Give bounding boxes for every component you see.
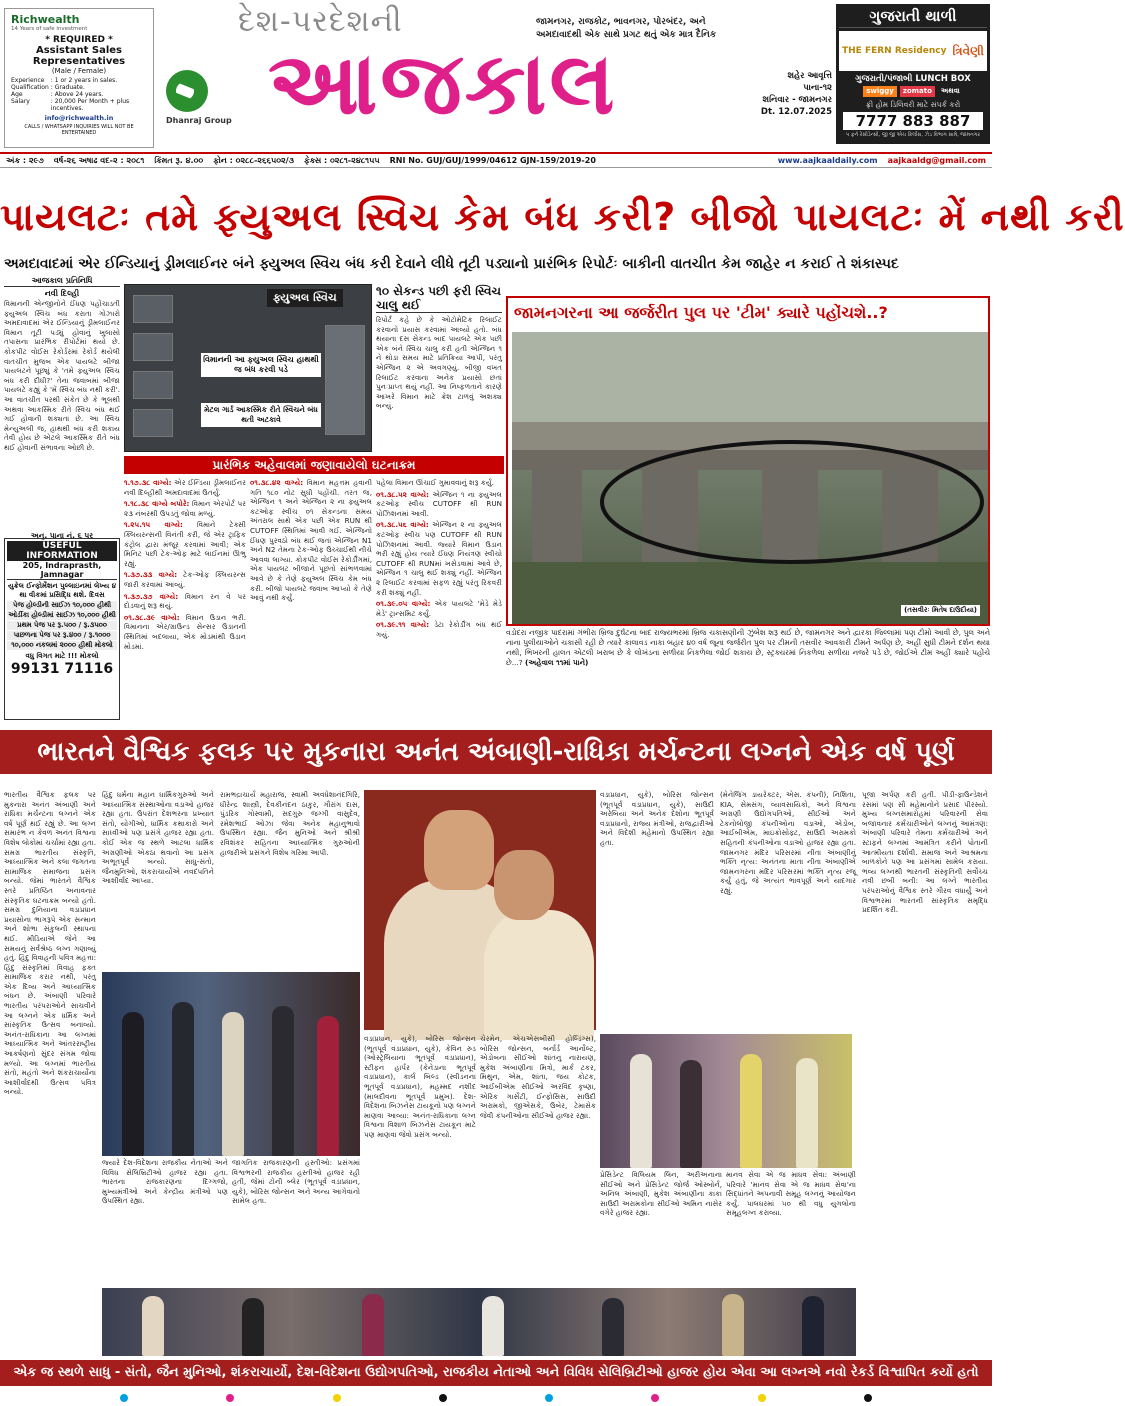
useful-rate: પ્રથમ પેજ પર રૂ.૫૦૦ / રૂ.૩૫૦૦ [7, 621, 117, 630]
info-bar [0, 152, 992, 168]
couple-photo [364, 790, 596, 1030]
office-phone: ફોન : ૦૨૮૮-૨૬૬૫૦૨/૩ [213, 155, 294, 165]
guest-figure [272, 1006, 294, 1156]
guest-figure [122, 1012, 144, 1156]
triveni-logo: ત્રિવેણી [952, 43, 984, 58]
wedding-column: ભારતીય વૈશ્વિક ફલક પર મુકનારા અનંત અંબાણી અને રાધિકા મર્ચન્ટના લગ્નને એક વર્ષ પૂર્ણ થઈ રહ્યું છે. આ લગ્ન સમારંભ ન કેવળ અનંત વિશ્વના વિશેષ લોકોમાં ચર્ચામાં રહ્યા હતા. સમગ્ર ભારતીય સંસ્કૃતિ, આધ્યાત્મિક અને કલા જગતના સામાજિક સમાજના પ્રસંગ બન્યો. જેમાં ભારતને વૈશ્વિક સ્તરે પ્રતિષ્ઠિત અનાવનાર સંસ્કૃતિક ઘટનાક્રમ બન્યો હતો. સમગ્ર દુનિયાના વડાપ્રધાન પ્રયાસોના ભાગરૂપે એક સન્માન અને શોભા સંકુલની સ્થાપના થઈ. મીડિયાએ જેને આ સમયનું સર્વશ્રેષ્ઠ લગ્ન ગણાવ્યું હતું. હિંદુ વિવાહની પવિત્ર મહત્તા: હિંદુ સંસ્કૃતિમાં વિવાહ ફક્ત સામાજિક કરાર નથી, પરંતુ એક દિવ્ય અને આધ્યાત્મિક બંધન છે. અંબાણી પરિવારે ભારતીય પરંપરાઓને સાચવીને આ લગ્નને એક ધર્મિક અને સાંસ્કૃતિક ઉત્સવ બનાવ્યો. અનંત-રાધિકાના આ લગ્નમાં આધ્યાત્મિક અને આંતરરાષ્ટ્રીય આકર્ષણનો સુંદર સંગમ જોવા મળ્યો. આ લગ્નમાં ભારતીય સંતો, મહંતો અને શંકરાચાર્યોના આશીર્વાદથી ઉત્સવ પવિત્ર બન્યો. [4, 790, 96, 1097]
guests-photo-1 [102, 972, 360, 1156]
cyan-dot-icon [120, 1394, 128, 1402]
office-fax: ફેક્સ : ૦૨૮૧-૨૪૮૧૫૫ [303, 155, 380, 165]
wedding-column: પૂજા અર્પણ કરી હતી. પીડી-ફાઉન્ડેશને રસમાં પણ સૌ મહેમાનોને પ્રસાદ પીરસ્યો. મુખ્ય લગ્નસમારોહમાં પરિવારની સેવા બજાવનાર કર્મચારીઓને લગ્નનું આમંત્રણ: અંબાણી પરિવારે તેમના કર્મચારીઓ અને સ્ટાફને લગ્નમાં આમંત્રિત કરીને પોતાની આત્મીયતા દર્શાવી. સમાજ અને આશ્રમના બાળકોને પણ આ પ્રસંગમાં સામેલ કરાયા. ભવ્ય લગ્નથી ભારતની સંસ્કૃતિની સર્વોચ્ચ નવી છબી બની: આ લગ્ને ભારતીય પરંપરાઓનું વૈશ્વિક સ્તરે ગૌરવ વધાર્યું અને વિશ્વભરમાં ભારતની સાંસ્કૃતિક સમૃદ્ધિ પ્રદર્શિત કરી. [862, 790, 988, 915]
delivery-call: ફ્રી હોમ ડિલિવરી માટે સંપર્ક કરો [865, 100, 961, 109]
useful-more: વધુ વિગત માટે !!! મોકલો [25, 652, 99, 660]
timeline-entry: ૦૧.૩૮.૪૨ વાગ્યે: વિમાન મહત્તમ હવાની ગતિ ૧૮૦ નોટ સુધી પહોંચી. તરત જ, એન્જિન ૧ અને એન્જિન ૨ ના ફ્યુઅલ કટઓફ સ્વીચ ૦૧ સેકન્ડના સમય અંતરાલ સાથે એક પછી એક RUN થી CUTOFF સ્થિતિમાં આવી ગઈ. એન્જિનો ઈંધણ પુરવઠો બંધ થઈ જતાં એન્જિન N1 અને N2 તેમના ટેક-ઓફ ઉચ્ચાઈથી નીચે આવવા લાગ્યા. કોકપીટ વોઈસ રેકોર્ડીંગમાં, એક પાયલટ બીજાને પૂછતો સાંભળવામાં આવે છે કે તેણે ફ્યુઅલ સ્વિચ કેમ બંધ કરી. બીજો પાયલટે જવાબ આપ્યો કે તેણે આવું નથી કર્યું. [250, 478, 372, 603]
edition-info [748, 70, 832, 118]
useful-rate: ૧૦,૦૦૦ નકલમાં ૨૦૦૦ હીથી મોકલો [7, 641, 117, 650]
ad-tagline: 14 Years of safe investment [11, 26, 88, 32]
lead-continued: અનુ. પાના નં. ૬ પર [30, 531, 94, 540]
bridge-photo [512, 332, 988, 624]
guest-figure [722, 1294, 744, 1356]
timeline-entry: ૦૧.૩૮.૫૬ વાગ્યે: એન્જિન ૨ ના ફ્યુઅલ કટઓફ સ્વીચ પણ CUTOFF થી RUN પોઝિશનમાં આવી. જ્યારે વિમાન ઉડાન ભરી રહ્યું હોય ત્યારે ઈંધણ નિયંત્રણ સ્વીચો CUTOFF થી RUNમાં ખસેડવામાં આવે છે, એન્જિન ૧ ચાલુ થઈ શક્યું નહીં. એન્જિન ૨ રિલાઈટ કરવામાં સફળ રહ્યું પરંતુ રિકવરી કરી શક્યું નહીં. [376, 520, 502, 597]
lead-location: નવી દિલ્હી [44, 289, 80, 298]
registration-marks [0, 1390, 992, 1406]
masthead-cities: જામનગર, રાજકોટ, ભાવનગર, પોરબંદર, અને અમદાવાદથી એક સાથે પ્રગટ થતું એક માત્ર દૈનિક [536, 17, 717, 40]
wedding-banner: ભારતને વૈશ્વિક ફલક પર મુકનારા અનંત અંબાણી-રાધિકા મર્ચન્ટના લગ્નને એક વર્ષ પૂર્ણ [0, 730, 992, 774]
bridge-illustration [512, 332, 988, 624]
yellow-dot-icon [758, 1394, 766, 1402]
thali-phone[interactable]: 7777 883 887 [843, 112, 983, 130]
useful-line: યુક્રેલ ઈન્ફોર્મેશન પુલ્લાઇનમાં લેખ્ય ૪ થા વીકમાં પ્રસિદ્ધિ થશે. દિવસ [7, 582, 117, 599]
guest-figure [242, 1298, 264, 1356]
thali-ad-lunch: ગુજરાતી/પંજાબી LUNCH BOX [855, 74, 971, 84]
ad-heading: * REQUIRED * [45, 35, 113, 45]
issue-number: અંક : ૨૯૭ [6, 155, 44, 165]
page-count: પાના-૧૨ [803, 83, 832, 93]
ad-brand: Richwealth [11, 13, 80, 26]
ad-note: CALLS / WHATSAPP INQUIRIES WILL NOT BE ENTERTAINED [24, 124, 134, 136]
yellow-dot-icon [333, 1394, 341, 1402]
timeline-title: પ્રારંભિક અહેવાલમાં જણાવાયેલો ઘટનાક્રમ [124, 456, 504, 474]
guest-figure [680, 1060, 702, 1168]
bride-face [424, 810, 494, 890]
cockpit-panel [133, 333, 173, 361]
timeline-entry: ૧.૩૭.૩૩ વાગ્યે: ટેક-ઓફ ક્લિયરન્સ જારી કરવામાં આવ્યું. [124, 570, 246, 589]
useful-rate: ઓર્ડીકા હોલ્ડીમાં સાઈઝ ૧૦,૦૦૦ હીથી [8, 611, 116, 619]
wedding-column: માનવ સેવા એ જ માધવ સેવા: અંબાણી પરિવારે 'માનવ સેવા એ જ માધવ સેવા'ના સિદ્ધાંતને અપનાવી સમૂહ લગ્નનું આયોજન કર્યું. પાલઘરમાં ૫૦ થી વધુ યુગલોના સમૂહલગ્ન કરાવ્યા. [726, 1170, 856, 1218]
masthead-title: આજકાલ [268, 34, 618, 134]
fuel-switch-label: ફ્યુઅલ સ્વિચ [267, 289, 343, 307]
useful-info-box [4, 538, 120, 720]
bridge-credit: (તસવીરઃ મિતેષ દાઉદીયા) [901, 605, 980, 616]
guest-figure [317, 1016, 339, 1156]
guest-figure [796, 1058, 818, 1168]
edition-label: શહેર આવૃત્તિ [787, 71, 832, 81]
timeline-column-3 [376, 478, 502, 720]
wedding-column: રામભદ્રાચાર્ય મહારાજ, સ્વામી અવધેશાનંદગિરિ, ધીરેન્દ્ર શાસ્ત્રી, દેવકીનંદન ઠાકુર, ગૌરાંગ દાસ, પુંડરિક ગોસ્વામી, સદગુરુ જગ્ગી વાસુદેવ, રમેશભાઈ ઓઝા જેવા અનેક મહાનુભાવો ઉપસ્થિત રહ્યા. જૈન મુનિઓ અને શ્રીશ્રી રવિશંકર સહિતના આધ્યાત્મિક ગુરુઓની હાજરીએ પ્રસંગને વિશેષ ગરિમા આપી. [220, 790, 360, 857]
ten-seconds-body: રિપોર્ટ કહે છે કે ઓટોમેટિક રિલાઈટ કરવાનો પ્રયાસ કરવામાં આવ્યો હતો. બંધ થયાના દસ સેકન્ડ બાદ પાયલટે એક પછી એક બંને સ્વિચ ચાલુ કરી હતી એન્જિન ૧ ને થોડા સમય માટે પ્રતિક્રિયા આપી, પરંતુ એન્જિન ૨ એ અવગણ્યું. બીજી વખત રિલાઈટ કરવાના અનેક પ્રયાસો છતાં પુનઃપ્રાપ્ત થયું નહીં. આ નિષ્ફળતાને કારણે આખરે વિમાન માટે ક્રેશ ટાળવું અશક્ય બન્યું. [376, 315, 502, 411]
metal-guard-note: મેટલ ગાર્ડ આકસ્મિક રીતે સ્વિચને બંધ થતી અટકાવે [201, 403, 321, 427]
rni-number: RNI No. GUJ/GUJ/1999/04612 GJN-159/2019-20 [389, 156, 596, 165]
groom-figure [484, 910, 594, 1040]
guests-photo-2 [600, 1034, 852, 1168]
thali-ad-title: ગુજરાતી થાળી [839, 7, 987, 28]
guest-figure [362, 1294, 384, 1356]
useful-address: 205, Indraprasth, Jamnagar [7, 561, 117, 580]
ad-requirements: Experience : 1 or 2 years in sales. Qualification : Graduate. Age : Above 24 years. Salary : 20,000 Per Month + plus incentives. [11, 77, 130, 112]
magenta-dot-icon [226, 1394, 234, 1402]
ad-role: Assistant Sales Representatives [32, 45, 126, 67]
black-dot-icon [864, 1394, 872, 1402]
useful-rate: પેજ હોલ્ડીની સાઈઝ ૧૦,૦૦૦ હીથી [7, 601, 117, 610]
guest-figure [172, 1002, 194, 1156]
useful-title: USEFUL INFORMATION [7, 541, 117, 561]
guest-figure [222, 1012, 244, 1156]
magenta-dot-icon [651, 1394, 659, 1402]
email-link[interactable]: aajkaaldg@gmail.com [887, 156, 986, 165]
ten-seconds-box [376, 284, 502, 452]
richwealth-ad [4, 8, 154, 148]
lead-byline: આજકાલ પ્રતિનિધિ [4, 276, 120, 287]
timeline-entry: ૦૧.૩૮.૩૯ વાગ્યે: વિમાન ઉડાન ભરી. વિમાનના એર/ગ્રાઉન્ડ સેન્સર ઉડાનની સ્થિતિમાં બદલાયા, એક મોડમાંથી ઉડાન મોડમાં. [124, 612, 246, 651]
wedding-column: હિંદુ ધર્મના મહાન ધાર્મિકગુરુઓ અને આધ્યાત્મિક સંસ્થાઓના વડાઓ હાજર રહ્યા હતા. ઉપરાંત દેશભરના પ્રખ્યાત સંતો, યોગીઓ, ધાર્મિક કથાકારો અને સાધ્વીઓ પણ પ્રસંગે હાજર રહ્યા હતા. કોઈ એક જ સ્થળે આટલા ધાર્મિક અગ્રણીઓ એકઠા થવાનો આ પ્રસંગ અભૂતપૂર્વ બન્યો. સાધુ-સંતો, જૈનમુનિઓ, શંકરાચાર્યોએ નવદંપતિને આશીર્વાદ આપ્યા. [102, 790, 214, 886]
ten-seconds-title: ૧૦ સેકન્ડ પછી ફરી સ્વિચ ચાલુ થઈ [376, 284, 502, 312]
lead-headline: પાયલટઃ તમે ફ્યુઅલ સ્વિચ કેમ બંધ કરી? બીજો પાયલટઃ મેં નથી કરી [0, 195, 1125, 239]
bridge-caption: વડોદરા નજીક પાદરામાં ગંભીરા બ્રિજ દુર્ઘટના બાદ રાજ્યભરમાં બ્રિજ ચકાસણીની ઝુંબેશ શરૂ થઈ છે, જામનગર અને દ્વારકા જિલ્લામાં પણ ટીમો આવી છે, પુલ અને નાના પુલીયાઓને ચકાસી રહી છે ત્યારે કાલાવડ નાકા બહાર ૪૦ વર્ષ જૂના જર્જરીત પુલ પર ટીમની તસવીર આવકારી ટીમને અર્પણ છે, અહીં સુધી ટીમને દર્શન થયા નથી, ભિખરની હાલત એટલી ખરાબ છે કે લોખંડના સળીયા નિકળેલા જોઈ શકાય છે, સ્ટ્રક્ચરમાં નિકળેલા સળીયા નજરે પડે છે, જોઈએ ટીમ અહીં ક્યારે પહોંચે છે...? (અહેવાલ ૧૧માં પાને) [506, 628, 990, 667]
zomato-badge: zomato [900, 86, 935, 97]
timeline-column-1 [124, 478, 246, 720]
cockpit-panel [133, 371, 173, 399]
cockpit-panel [133, 409, 173, 437]
lead-body: વિમાનની એન્જીનોને ઈંધણ પહોંચાડતી ફ્યુઅલ સ્વિચ બંધ કરાતા ગોઝારો અમદાવાદમાં એર ઈન્ડિયાનું ડ્રીમલાઈનર વિમાન તૂટી પડ્યું હોવાનું ખુલાસો તપાસના પ્રારંભિક રીપોર્ટમાં થયો છે. કોકપીટ વોઈસ રેકોર્ડરમાં રેકોર્ડ થયેલી વાતચીત મુજબ એક પાયલટે બીજા પાયલટને પૂછ્યું કે 'તમે ફ્યુઅલ સ્વિચ બંધ કરી દીધી?' તેના જવાબમાં બીજા પાયલટે કહ્યું કે 'મેં સ્વિચ બંધ નથી કરી'. આ વાતચીત પરથી સંકેત છે કે ભૂલથી અથવા આકસ્મિક રીતે સ્વિચ બંધ થઈ ગઈ હોવાની શક્યતા છે. આ સ્વિચ મેન્યુઅલી જ, હાથથી બંધ કરી શકાય તેવી હોય છે એટલે આકસ્મિક રીતે બંધ થઈ હોવાની સંભાવના ઓછી છે. [4, 299, 120, 452]
fuel-switch-photo [124, 284, 372, 452]
ad-email[interactable]: info@richwealth.in [44, 114, 114, 122]
timeline-entry: ૧.૧૭.૩૮ વાગ્યે: એર ઈન્ડિયા ડ્રીમલાઈનર નવી દિલ્હીથી અમદાવાદમાં ઉતર્યું. [124, 478, 246, 497]
useful-rate: પાછળના પેજ પર રૂ.૪૦૦ / રૂ.૧૦૦૦ [7, 631, 117, 640]
or-label: અથવા [940, 87, 960, 95]
wedding-column: જ્યારે દેશ-વિદેશના રાજકીય નેતાઓ અને વિવિધ સેલિબ્રિટીઓ હાજર રહ્યા હતા. ભારતના રાજકારણના દિગ્ગજો, મુખ્યમંત્રીઓ અને કેન્દ્રીય મંત્રીઓ પણ ઉપસ્થિત રહ્યા. [102, 1158, 228, 1206]
fern-logo: THE FERN Residency [842, 46, 947, 56]
timeline-entry: ૦૧.૩૯.૧૧ વાગ્યે: ડેટા રેકોર્ડીંગ બંધ થઈ ગયું. [376, 620, 502, 639]
edition-date: Dt. 12.07.2025 [760, 107, 832, 117]
guest-figure [802, 1296, 824, 1356]
wedding-column: વડાપ્રધાન, યુકે), બોરિસ જોન્સન (ભૂતપૂર્વ વડાપ્રધાન, યુકે), કેવિન રુડ (ઓસ્ટ્રેલિયાના ભૂતપૂર્વ વડાપ્રધાન), સ્ટીફન હાર્પર (કેનેડાના ભૂતપૂર્વ વડાપ્રધાન), કાર્લ બિલ્ડ (સ્વીડનના ભૂતપૂર્વ વડાપ્રધાન), મહમ્મદ નશીદ (માલદીવના ભૂતપૂર્વ પ્રમુખ). દેશ-વિદેશના બિઝનેસ ટાયકૂનો પણ લગ્નને માણવા આવ્યા: અનંત-રાધિકાના લગ્ન વિશ્વના વિશાળ બિઝનેસ ટાયકૂન માટે પણ માણવા જેવો પ્રસંગ બન્યો. [364, 1034, 476, 1139]
issue-price: કિંમત રૂ. ૪.૦૦ [154, 155, 204, 165]
guest-figure [142, 1296, 164, 1356]
thali-ad [836, 4, 990, 144]
wedding-footer-banner: એક જ સ્થળે સાધુ - સંતો, જૈન મુનિઓ, શંકરાચાર્યો, દેશ-વિદેશના ઉદ્યોગપતિઓ, રાજકીય નેતાઓ અને વિવિધ સેલિબ્રિટીઓ હાજર હોય એવા આ લગ્નએ નવો રેકર્ડ વિશ્વાપિત કર્યો હતો [0, 1360, 992, 1386]
guest-figure [740, 1054, 762, 1168]
groom-face [494, 850, 554, 920]
swiggy-badge: swiggy [863, 86, 897, 97]
thali-address: ૫ ફર્ન રેસીડેન્સી, જી જી એચ કિર્લોસ, ઝેડ વિભાગ સામે, જામનગર [846, 132, 980, 138]
throttle-panel [325, 325, 365, 435]
useful-phone[interactable]: 99131 71116 [10, 661, 114, 677]
edition-day: શનિવાર - જામનગર [762, 95, 832, 105]
thali-ad-logos [839, 31, 987, 71]
guests-photo-strip [102, 1288, 856, 1356]
masthead-tagline: દેશ-પરદેશની [238, 4, 403, 39]
wedding-column: વડાપ્રધાન, યુકે), બોરિસ જોન્સન (ભૂતપૂર્વ વડાપ્રધાન, યુકે), સાઉદી અરેબિયા અને અનેક દેશોના ભૂતપૂર્વ વડાપ્રધાનો, રાજ્ય મંત્રીઓ, રાજદ્વારીઓ અને વિદેશી મહેમાનો ઉપસ્થિત રહ્યા હતા. [600, 790, 714, 847]
cyan-dot-icon [545, 1394, 553, 1402]
dhanraj-logo-icon [166, 70, 208, 112]
guest-figure [630, 1054, 652, 1168]
delivery-apps [839, 86, 987, 97]
cockpit-panel [133, 295, 173, 323]
timeline-column-2 [250, 478, 372, 720]
wedding-column: (મેનેજિંગ ડાયરેક્ટર, એસ. કંપની), નિશિતા, KIA, સેમસંગ, વ્યાવસાયિકો, અને વિશ્વના અગ્રણી ઉદ્યોગપતિઓ, સીઈઓ અને ટેકનોલોજી કંપનીઓના વડાઓ, એડોબ, આઈબીએમ, માઇક્રોસોફ્ટ, સાઉદી અરામકો સહિતની કંપનીઓના વડાઓ હાજર રહ્યા હતા. જામનગર મંદિર પરિસરમાં નીતા અંબાણીનું ભક્તિ નૃત્ય: અનંતના માતા નીતા અંબાણીએ જામનગરના મંદિર પરિસરમાં ભક્તિ નૃત્ય રજૂ કર્યું હતું, જે અત્યંત ભાવપૂર્ણ અને યાદગાર રહ્યું. [720, 790, 856, 895]
issue-year: વર્ષ-૨૬ અષાઢ વદ-૨ : ૨૦૮૧ [53, 155, 145, 165]
timeline-entry: ૧.૩૭.૩૭ વાગ્યે: વિમાન રન વે પર દોડવાનું શરૂ થયું. [124, 591, 246, 611]
bridge-photo-box [506, 296, 990, 626]
ad-gender: (Male / Female) [51, 67, 107, 75]
timeline-entry: ૧.૧૮.૩૮ વાગ્યે બપોરે: વિમાન એરપોર્ટ પર ૨૩ નંબરથી ઉપડતું જોવા મળ્યું. [124, 499, 246, 518]
guest-figure [602, 1298, 624, 1356]
lead-subhead: અમદાવાદમાં એર ઈન્ડિયાનું ડ્રીમલાઈનર બંને ફ્યુઅલ સ્વિચ બંધ કરી દેવાને લીધે તૂટી પડ્યાનો પ્રારંભિક રિપોર્ટઃ બાકીની વાતચીત કેમ જાહેર ન કરાઈ તે શંકાસ્પદ [4, 256, 899, 272]
bridge-title: જામનગરના આ જર્જરીત પુલ પર 'ટીમ' ક્યારે પહોંચશે..? [508, 298, 988, 328]
wedding-column: જાગતિક રાજકારણની હસ્તીઓ: પ્રસંગમાં વિશ્વભરની રાજકીય હસ્તીઓ હાજર રહી હતી, જેમાં ટોની બ્લેર (ભૂતપૂર્વ વડાપ્રધાન, યુકે), બોરિસ જોન્સન અને અન્ય આગેવાનો સામેલ હતા. [232, 1158, 360, 1206]
wedding-column: ચેરમેન, એચએસબીસી હોલ્ડિંગ્સ), બોરિસ જોન્સન, બર્નાર્ડ આર્નોલ્ટ, એડોબના સીઈઓ શાંતનુ નારાયણ, મુકેશ અંબાણીના મિત્રો, માર્ક ટકર, મિથુન, એમ, શાંતા, જય કોટક, આઈબીએમ સીઈઓ અરવિંદ કૃષ્ણા, એરિક ગાર્સેટી, ઈન્ફોસિસ, સાઉદી અરામકો, જીએસકે, ઉબેર, ટેમાસેક જેવી કંપનીઓના સીઈઓ હાજર રહ્યા. [480, 1034, 596, 1120]
black-dot-icon [439, 1394, 447, 1402]
wedding-column: પ્રેસિડેન્ટ વિલિયમ લિન, અરીઅનાના સીઈઓ અને પ્રેસિડેન્ટ જોર્જ ઓસ્બોર્ન, અનિલ અંબાણી, મુકેશ અંબાણીના કાકા સાઉદી અરામકોના સીઈઓ અમિન નાસેર વગેરે હાજર રહ્યા. [600, 1170, 722, 1218]
group-name: Dhanraj Group [166, 116, 232, 125]
website-link[interactable]: www.aajkaaldaily.com [777, 156, 878, 165]
timeline-entry: ૧.૨૫.૧૫ વાગ્યે: વિમાને ટેક્સી ક્લિયરન્સની વિનંતી કરી, જે એર ટ્રાફિક કંટ્રોલ દ્વારા મંજૂર કરવામાં આવી; એક મિનિટ પછી ટેક-ઓફ માટે લાઈનમાં ઊભુ રહ્યું. [124, 520, 246, 568]
fuel-switch-note: વિમાનની આ ફ્યુઅલ સ્વિચ હાથથી જ બંધ કરવી પડે [201, 353, 321, 377]
timeline-entry: ૦૧.૩૯.૦૫ વાગ્યે: એક પાયલટે 'મેડે મેડે મેડે' ટ્રાન્સમિટ કર્યું. [376, 599, 502, 618]
timeline-entry: ૦૧.૩૮.૫૨ વાગ્યે: એન્જિન ૧ ના ફ્યુઅલ કટઓફ સ્વીચ CUTOFF થી RUN પોઝિશનમાં આવી. [376, 489, 502, 518]
timeline-entry: પહેલા વિમાન ઊંચાઈ ગુમાવવાનું શરૂ કર્યું. [376, 478, 494, 487]
guest-figure [482, 1296, 504, 1356]
